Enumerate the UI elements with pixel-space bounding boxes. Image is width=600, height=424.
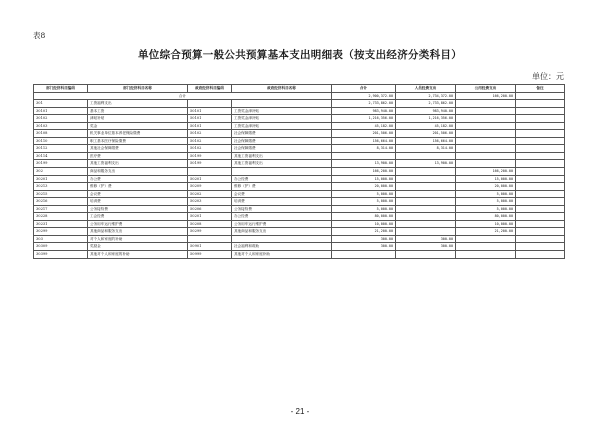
gov-code-cell (188, 235, 232, 243)
dept-code-cell: 30216 (34, 198, 88, 206)
gov-name-cell: 办公经费 (232, 213, 332, 221)
total-cell: 5,000.00 (332, 190, 396, 198)
gov-code-cell: 50202 (188, 190, 232, 198)
dept-name-cell: 机关事业单位基本养老保险缴费 (88, 130, 188, 138)
personnel-cell (396, 213, 456, 221)
unit-label: 单位：元 (532, 72, 564, 81)
public-cell (456, 145, 516, 153)
personnel-cell: 983,940.00 (396, 107, 456, 115)
total-cell: 2,733,862.00 (332, 100, 396, 108)
total-public-cell: 166,200.00 (456, 92, 516, 100)
dept-name-cell: 会议费 (88, 190, 188, 198)
gov-name-cell: 其他商品和服务支出 (232, 228, 332, 236)
remark-cell (516, 107, 565, 115)
public-cell: 5,000.00 (456, 205, 516, 213)
personnel-cell (396, 228, 456, 236)
total-cell (332, 152, 396, 160)
table-row (34, 213, 565, 221)
remark-cell (516, 130, 565, 138)
dept-name-cell: 职工基本医疗保险缴费 (88, 137, 188, 145)
dept-code-cell: 303 (34, 235, 88, 243)
public-cell (456, 107, 516, 115)
dept-code-cell: 30102 (34, 115, 88, 123)
public-cell: 5,000.00 (456, 190, 516, 198)
remark-cell (516, 100, 565, 108)
public-cell: 15,000.00 (456, 175, 516, 183)
total-cell: 8,314.00 (332, 145, 396, 153)
remark-cell (516, 168, 565, 176)
dept-name-cell: 其他对个人和家庭的补助 (88, 251, 188, 259)
gov-code-cell: 50199 (188, 152, 232, 160)
dept-code-cell: 30201 (34, 175, 88, 183)
dept-code-cell: 30309 (34, 243, 88, 251)
remark-cell (516, 243, 565, 251)
table-tag: 表8 (33, 31, 46, 40)
dept-code-cell: 301 (34, 100, 88, 108)
gov-name-cell: 工资奖金津补贴 (232, 107, 332, 115)
table-header-row (34, 85, 565, 93)
dept-code-cell: 302 (34, 168, 88, 176)
gov-code-cell: 50208 (188, 220, 232, 228)
gov-name-cell (232, 100, 332, 108)
public-cell (456, 160, 516, 168)
dept-name-cell: 对个人和家庭的补助 (88, 235, 188, 243)
dept-name-cell: 其他工资福利支出 (88, 160, 188, 168)
remark-cell (516, 228, 565, 236)
total-cell (332, 251, 396, 259)
dept-name-cell: 医疗费 (88, 152, 188, 160)
personnel-cell: 45,182.00 (396, 122, 456, 130)
total-cell: 21,200.00 (332, 228, 396, 236)
dept-name-cell: 工资福利支出 (88, 100, 188, 108)
total-cell: 5,000.00 (332, 198, 396, 206)
dept-code-cell: 30231 (34, 220, 88, 228)
public-cell: 80,000.00 (456, 213, 516, 221)
table-row (34, 190, 565, 198)
gov-code-cell: 50203 (188, 198, 232, 206)
dept-name-cell: 办公费 (88, 175, 188, 183)
table-row (34, 145, 565, 153)
dept-name-cell: 工会经费 (88, 213, 188, 221)
table-row (34, 183, 565, 191)
gov-code-cell: 50102 (188, 130, 232, 138)
remark-cell (516, 175, 565, 183)
gov-name-cell: 会议费 (232, 190, 332, 198)
gov-name-cell: 工资奖金津补贴 (232, 122, 332, 130)
header-dept-name: 部门经济科目名称 (88, 85, 188, 93)
gov-name-cell: 社会保障缴费 (232, 130, 332, 138)
dept-name-cell: 商品和服务支出 (88, 168, 188, 176)
public-cell (456, 251, 516, 259)
total-cell: 2,900,372.00 (332, 92, 396, 100)
personnel-cell: 8,314.00 (396, 145, 456, 153)
gov-name-cell: 其他工资福利支出 (232, 160, 332, 168)
gov-code-cell: 50102 (188, 137, 232, 145)
table-row (34, 228, 565, 236)
gov-code-cell: 50299 (188, 228, 232, 236)
dept-name-cell: 其他商品和服务支出 (88, 228, 188, 236)
gov-code-cell: 50101 (188, 107, 232, 115)
personnel-cell: 201,506.00 (396, 130, 456, 138)
gov-name-cell: 公务用车运行维护费 (232, 220, 332, 228)
public-cell (456, 137, 516, 145)
gov-code-cell: 50901 (188, 243, 232, 251)
gov-code-cell: 50101 (188, 122, 232, 130)
gov-name-cell: 其他工资福利支出 (232, 152, 332, 160)
personnel-cell (396, 190, 456, 198)
dept-code-cell: 30399 (34, 251, 88, 259)
dept-name-cell: 维修（护）费 (88, 183, 188, 191)
personnel-cell (396, 152, 456, 160)
dept-code-cell: 30228 (34, 213, 88, 221)
table-row (34, 251, 565, 259)
gov-code-cell (188, 100, 232, 108)
header-remark: 备注 (516, 85, 565, 93)
header-public: 公用经费支出 (456, 85, 516, 93)
gov-name-cell: 社会保障缴费 (232, 145, 332, 153)
personnel-cell: 1,216,356.00 (396, 115, 456, 123)
dept-code-cell: 30299 (34, 228, 88, 236)
dept-code-cell: 30101 (34, 107, 88, 115)
table-row (34, 205, 565, 213)
public-cell (456, 122, 516, 130)
remark-cell (516, 160, 565, 168)
table-row (34, 122, 565, 130)
table-row (34, 160, 565, 168)
table-row (34, 243, 565, 251)
public-cell: 20,000.00 (456, 183, 516, 191)
remark-cell (516, 198, 565, 206)
dept-name-cell: 培训费 (88, 198, 188, 206)
total-cell: 10,000.00 (332, 220, 396, 228)
table-row (34, 107, 565, 115)
total-cell: 166,200.00 (332, 168, 396, 176)
gov-name-cell: 办公经费 (232, 175, 332, 183)
budget-table (33, 84, 565, 259)
gov-code-cell: 50999 (188, 251, 232, 259)
gov-name-cell: 公务接待费 (232, 205, 332, 213)
table-row (34, 152, 565, 160)
personnel-cell (396, 251, 456, 259)
total-cell: 15,000.00 (332, 175, 396, 183)
total-cell: 1,216,356.00 (332, 115, 396, 123)
public-cell: 166,200.00 (456, 168, 516, 176)
budget-table-container (33, 84, 564, 259)
public-cell (456, 152, 516, 160)
total-cell: 156,664.00 (332, 137, 396, 145)
table-row (34, 100, 565, 108)
dept-name-cell: 基本工资 (88, 107, 188, 115)
table-row (34, 130, 565, 138)
total-cell: 983,940.00 (332, 107, 396, 115)
document-title: 单位综合预算一般公共预算基本支出明细表（按支出经济分类科目） (138, 49, 462, 61)
public-cell (456, 115, 516, 123)
remark-cell (516, 205, 565, 213)
personnel-cell: 13,900.00 (396, 160, 456, 168)
remark-cell (516, 251, 565, 259)
header-gov-name: 政府经济科目名称 (232, 85, 332, 93)
dept-name-cell: 奖励金 (88, 243, 188, 251)
dept-name-cell: 公务接待费 (88, 205, 188, 213)
total-cell: 5,000.00 (332, 205, 396, 213)
header-total: 合计 (332, 85, 396, 93)
remark-cell (516, 213, 565, 221)
total-cell: 13,900.00 (332, 160, 396, 168)
gov-name-cell: 社会保障缴费 (232, 137, 332, 145)
dept-code-cell: 30213 (34, 183, 88, 191)
gov-code-cell: 50201 (188, 213, 232, 221)
personnel-cell: 2,733,862.00 (396, 100, 456, 108)
remark-cell (516, 152, 565, 160)
total-cell: 300.00 (332, 235, 396, 243)
total-cell: 80,000.00 (332, 213, 396, 221)
remark-cell (516, 137, 565, 145)
personnel-cell (396, 205, 456, 213)
gov-code-cell: 50201 (188, 175, 232, 183)
table-row (34, 220, 565, 228)
dept-name-cell: 奖金 (88, 122, 188, 130)
table-row (34, 198, 565, 206)
dept-name-cell: 津贴补贴 (88, 115, 188, 123)
remark-cell (516, 235, 565, 243)
gov-code-cell: 50199 (188, 160, 232, 168)
public-cell (456, 130, 516, 138)
personnel-cell (396, 198, 456, 206)
personnel-cell (396, 220, 456, 228)
total-label: 合计 (34, 92, 332, 100)
remark-cell (516, 220, 565, 228)
public-cell (456, 243, 516, 251)
table-row (34, 168, 565, 176)
header-personnel: 人员经费支出 (396, 85, 456, 93)
gov-name-cell: 工资奖金津补贴 (232, 115, 332, 123)
header-dept-code: 部门经济科目编码 (34, 85, 88, 93)
public-cell: 21,200.00 (456, 228, 516, 236)
dept-code-cell: 30217 (34, 205, 88, 213)
personnel-cell (396, 183, 456, 191)
total-remark-cell (516, 92, 565, 100)
public-cell (456, 235, 516, 243)
page-number: - 21 - (290, 407, 310, 416)
gov-name-cell: 培训费 (232, 198, 332, 206)
gov-code-cell: 50206 (188, 205, 232, 213)
public-cell: 10,000.00 (456, 220, 516, 228)
public-cell: 5,000.00 (456, 198, 516, 206)
gov-code-cell: 50102 (188, 145, 232, 153)
table-row (34, 115, 565, 123)
gov-name-cell: 其他对个人和家庭补助 (232, 251, 332, 259)
personnel-cell (396, 168, 456, 176)
dept-code-cell: 30114 (34, 152, 88, 160)
dept-code-cell: 30110 (34, 137, 88, 145)
personnel-cell (396, 175, 456, 183)
total-cell: 201,506.00 (332, 130, 396, 138)
personnel-cell: 300.00 (396, 235, 456, 243)
dept-code-cell: 30215 (34, 190, 88, 198)
dept-name-cell: 公务用车运行维护费 (88, 220, 188, 228)
dept-name-cell: 其他社会保障缴费 (88, 145, 188, 153)
gov-name-cell (232, 235, 332, 243)
gov-name-cell: 维修（护）费 (232, 183, 332, 191)
remark-cell (516, 190, 565, 198)
total-personnel-cell: 2,734,372.00 (396, 92, 456, 100)
table-row (34, 235, 565, 243)
dept-code-cell: 30112 (34, 145, 88, 153)
gov-code-cell: 50209 (188, 183, 232, 191)
public-cell (456, 100, 516, 108)
remark-cell (516, 145, 565, 153)
total-row (34, 92, 565, 100)
remark-cell (516, 183, 565, 191)
gov-code-cell: 50101 (188, 115, 232, 123)
table-row (34, 175, 565, 183)
dept-code-cell: 30103 (34, 122, 88, 130)
remark-cell (516, 115, 565, 123)
personnel-cell: 300.00 (396, 243, 456, 251)
dept-code-cell: 30199 (34, 160, 88, 168)
total-cell: 45,182.00 (332, 122, 396, 130)
gov-code-cell (188, 168, 232, 176)
total-cell: 300.00 (332, 243, 396, 251)
remark-cell (516, 122, 565, 130)
table-row (34, 137, 565, 145)
gov-name-cell: 社会福利和救助 (232, 243, 332, 251)
dept-code-cell: 30108 (34, 130, 88, 138)
header-gov-code: 政府经济科目编码 (188, 85, 232, 93)
total-cell: 20,000.00 (332, 183, 396, 191)
personnel-cell: 156,664.00 (396, 137, 456, 145)
gov-name-cell (232, 168, 332, 176)
